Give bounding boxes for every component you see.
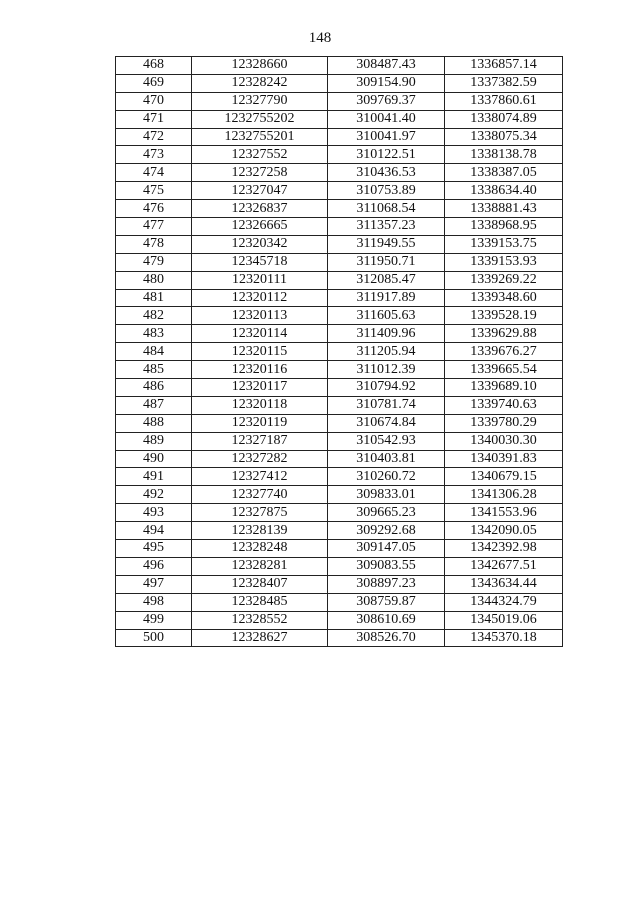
point-number-cell: 469 (116, 74, 192, 92)
table-row (116, 289, 563, 307)
y-coordinate-cell: 1338881.43 (445, 200, 563, 218)
y-coordinate-cell: 1340679.15 (445, 468, 563, 486)
x-coordinate-cell: 311917.89 (328, 289, 445, 307)
table-row (116, 557, 563, 575)
point-number-cell: 468 (116, 57, 192, 75)
point-number-cell: 477 (116, 218, 192, 236)
table-row (116, 235, 563, 253)
table-row (116, 486, 563, 504)
point-id-cell: 1232755202 (192, 110, 328, 128)
table-row (116, 575, 563, 593)
point-id-cell: 12320116 (192, 361, 328, 379)
y-coordinate-cell: 1342677.51 (445, 557, 563, 575)
table-row (116, 396, 563, 414)
table-row (116, 164, 563, 182)
y-coordinate-cell: 1339348.60 (445, 289, 563, 307)
x-coordinate-cell: 309665.23 (328, 504, 445, 522)
point-number-cell: 471 (116, 110, 192, 128)
point-number-cell: 500 (116, 629, 192, 647)
y-coordinate-cell: 1343634.44 (445, 575, 563, 593)
point-id-cell: 12327875 (192, 504, 328, 522)
y-coordinate-cell: 1338634.40 (445, 182, 563, 200)
point-number-cell: 495 (116, 540, 192, 558)
x-coordinate-cell: 310041.97 (328, 128, 445, 146)
table-row (116, 307, 563, 325)
point-number-cell: 478 (116, 235, 192, 253)
x-coordinate-cell: 310122.51 (328, 146, 445, 164)
point-number-cell: 493 (116, 504, 192, 522)
point-id-cell: 12320342 (192, 235, 328, 253)
point-id-cell: 12327740 (192, 486, 328, 504)
x-coordinate-cell: 310794.92 (328, 379, 445, 397)
y-coordinate-cell: 1338138.78 (445, 146, 563, 164)
table-row (116, 450, 563, 468)
x-coordinate-cell: 310041.40 (328, 110, 445, 128)
point-number-cell: 492 (116, 486, 192, 504)
table-row (116, 504, 563, 522)
y-coordinate-cell: 1338387.05 (445, 164, 563, 182)
point-id-cell: 12327047 (192, 182, 328, 200)
x-coordinate-cell: 308487.43 (328, 57, 445, 75)
point-id-cell: 12328485 (192, 593, 328, 611)
x-coordinate-cell: 311409.96 (328, 325, 445, 343)
point-id-cell: 12327282 (192, 450, 328, 468)
x-coordinate-cell: 310674.84 (328, 414, 445, 432)
table-row (116, 379, 563, 397)
x-coordinate-cell: 311205.94 (328, 343, 445, 361)
point-number-cell: 472 (116, 128, 192, 146)
point-id-cell: 12328407 (192, 575, 328, 593)
point-number-cell: 494 (116, 522, 192, 540)
point-id-cell: 12327187 (192, 432, 328, 450)
x-coordinate-cell: 311605.63 (328, 307, 445, 325)
point-id-cell: 12327258 (192, 164, 328, 182)
point-id-cell: 1232755201 (192, 128, 328, 146)
table-row (116, 92, 563, 110)
point-number-cell: 489 (116, 432, 192, 450)
y-coordinate-cell: 1339689.10 (445, 379, 563, 397)
y-coordinate-cell: 1336857.14 (445, 57, 563, 75)
point-id-cell: 12328242 (192, 74, 328, 92)
point-id-cell: 12327790 (192, 92, 328, 110)
table-row (116, 200, 563, 218)
y-coordinate-cell: 1339676.27 (445, 343, 563, 361)
x-coordinate-cell: 311357.23 (328, 218, 445, 236)
y-coordinate-cell: 1339665.54 (445, 361, 563, 379)
point-id-cell: 12328281 (192, 557, 328, 575)
y-coordinate-cell: 1338075.34 (445, 128, 563, 146)
y-coordinate-cell: 1344324.79 (445, 593, 563, 611)
x-coordinate-cell: 311012.39 (328, 361, 445, 379)
point-id-cell: 12328248 (192, 540, 328, 558)
y-coordinate-cell: 1339153.93 (445, 253, 563, 271)
x-coordinate-cell: 310753.89 (328, 182, 445, 200)
point-number-cell: 485 (116, 361, 192, 379)
point-id-cell: 12328627 (192, 629, 328, 647)
point-id-cell: 12320112 (192, 289, 328, 307)
point-id-cell: 12320115 (192, 343, 328, 361)
table-row (116, 611, 563, 629)
x-coordinate-cell: 311950.71 (328, 253, 445, 271)
x-coordinate-cell: 309769.37 (328, 92, 445, 110)
table-row (116, 128, 563, 146)
x-coordinate-cell: 310436.53 (328, 164, 445, 182)
point-id-cell: 12326665 (192, 218, 328, 236)
table-row (116, 468, 563, 486)
point-number-cell: 488 (116, 414, 192, 432)
x-coordinate-cell: 308759.87 (328, 593, 445, 611)
point-number-cell: 484 (116, 343, 192, 361)
y-coordinate-cell: 1338074.89 (445, 110, 563, 128)
point-number-cell: 470 (116, 92, 192, 110)
table-row (116, 182, 563, 200)
y-coordinate-cell: 1340391.83 (445, 450, 563, 468)
table-row (116, 271, 563, 289)
table-row (116, 540, 563, 558)
point-number-cell: 496 (116, 557, 192, 575)
point-number-cell: 498 (116, 593, 192, 611)
x-coordinate-cell: 310781.74 (328, 396, 445, 414)
table-row (116, 361, 563, 379)
table-row (116, 110, 563, 128)
x-coordinate-cell: 310403.81 (328, 450, 445, 468)
y-coordinate-cell: 1340030.30 (445, 432, 563, 450)
point-number-cell: 474 (116, 164, 192, 182)
point-id-cell: 12328660 (192, 57, 328, 75)
point-id-cell: 12326837 (192, 200, 328, 218)
y-coordinate-cell: 1345019.06 (445, 611, 563, 629)
point-number-cell: 475 (116, 182, 192, 200)
point-number-cell: 479 (116, 253, 192, 271)
x-coordinate-cell: 309147.05 (328, 540, 445, 558)
point-id-cell: 12328552 (192, 611, 328, 629)
y-coordinate-cell: 1342392.98 (445, 540, 563, 558)
point-number-cell: 483 (116, 325, 192, 343)
x-coordinate-cell: 311949.55 (328, 235, 445, 253)
point-number-cell: 490 (116, 450, 192, 468)
table-row (116, 74, 563, 92)
table-row (116, 325, 563, 343)
table-row (116, 343, 563, 361)
table-row (116, 414, 563, 432)
point-number-cell: 491 (116, 468, 192, 486)
x-coordinate-cell: 308526.70 (328, 629, 445, 647)
point-id-cell: 12320118 (192, 396, 328, 414)
y-coordinate-cell: 1341553.96 (445, 504, 563, 522)
y-coordinate-cell: 1337382.59 (445, 74, 563, 92)
y-coordinate-cell: 1338968.95 (445, 218, 563, 236)
table-row (116, 57, 563, 75)
y-coordinate-cell: 1339780.29 (445, 414, 563, 432)
y-coordinate-cell: 1339269.22 (445, 271, 563, 289)
y-coordinate-cell: 1339528.19 (445, 307, 563, 325)
x-coordinate-cell: 309833.01 (328, 486, 445, 504)
point-id-cell: 12320111 (192, 271, 328, 289)
x-coordinate-cell: 309154.90 (328, 74, 445, 92)
table-row (116, 432, 563, 450)
x-coordinate-cell: 308610.69 (328, 611, 445, 629)
point-number-cell: 486 (116, 379, 192, 397)
y-coordinate-cell: 1342090.05 (445, 522, 563, 540)
y-coordinate-cell: 1339740.63 (445, 396, 563, 414)
point-number-cell: 499 (116, 611, 192, 629)
coordinates-table-body (116, 57, 563, 647)
x-coordinate-cell: 310542.93 (328, 432, 445, 450)
point-number-cell: 482 (116, 307, 192, 325)
point-id-cell: 12327552 (192, 146, 328, 164)
table-row (116, 593, 563, 611)
y-coordinate-cell: 1337860.61 (445, 92, 563, 110)
table-row (116, 146, 563, 164)
point-number-cell: 487 (116, 396, 192, 414)
x-coordinate-cell: 310260.72 (328, 468, 445, 486)
point-id-cell: 12327412 (192, 468, 328, 486)
x-coordinate-cell: 309292.68 (328, 522, 445, 540)
x-coordinate-cell: 311068.54 (328, 200, 445, 218)
table-row (116, 522, 563, 540)
point-number-cell: 497 (116, 575, 192, 593)
table-row (116, 253, 563, 271)
page-number: 148 (308, 30, 332, 46)
y-coordinate-cell: 1341306.28 (445, 486, 563, 504)
point-number-cell: 480 (116, 271, 192, 289)
point-number-cell: 481 (116, 289, 192, 307)
table-row (116, 218, 563, 236)
point-id-cell: 12320119 (192, 414, 328, 432)
point-id-cell: 12320113 (192, 307, 328, 325)
y-coordinate-cell: 1345370.18 (445, 629, 563, 647)
y-coordinate-cell: 1339153.75 (445, 235, 563, 253)
y-coordinate-cell: 1339629.88 (445, 325, 563, 343)
point-id-cell: 12320114 (192, 325, 328, 343)
x-coordinate-cell: 309083.55 (328, 557, 445, 575)
point-id-cell: 12328139 (192, 522, 328, 540)
point-number-cell: 473 (116, 146, 192, 164)
table-row (116, 629, 563, 647)
point-id-cell: 12320117 (192, 379, 328, 397)
x-coordinate-cell: 312085.47 (328, 271, 445, 289)
coordinates-table (115, 56, 563, 647)
point-number-cell: 476 (116, 200, 192, 218)
x-coordinate-cell: 308897.23 (328, 575, 445, 593)
point-id-cell: 12345718 (192, 253, 328, 271)
